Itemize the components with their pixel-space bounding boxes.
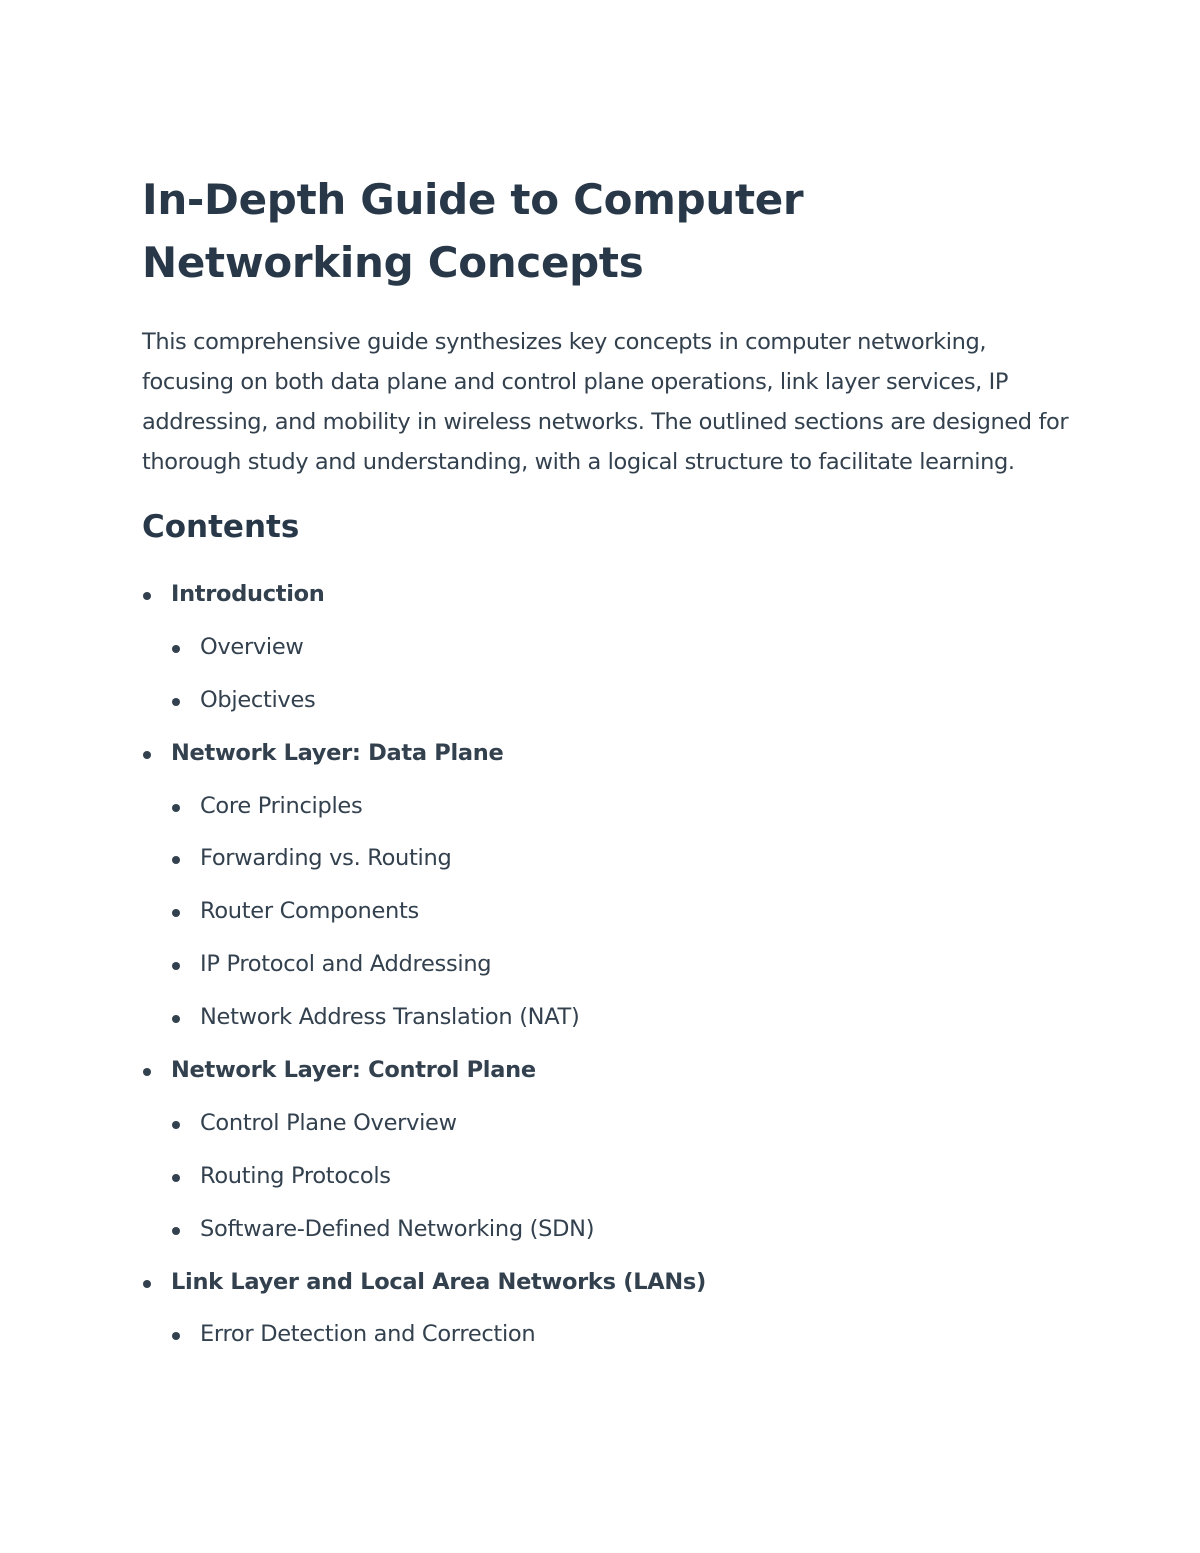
toc-item-label: Network Layer: Control Plane — [171, 1057, 536, 1084]
contents-heading: Contents — [142, 509, 300, 545]
toc-subitem — [142, 832, 1072, 885]
toc-item — [142, 568, 1072, 621]
bullet-icon — [143, 592, 151, 600]
toc-subitem-label: Software-Defined Networking (SDN) — [200, 1215, 595, 1242]
toc-item — [142, 1044, 1072, 1097]
toc-item-label: Network Layer: Data Plane — [171, 739, 504, 766]
toc-subitem — [142, 621, 1072, 674]
toc-subitem-label: Core Principles — [200, 792, 363, 819]
toc-subitem-label: Overview — [200, 633, 304, 660]
toc-subitem — [142, 674, 1072, 727]
toc-subitem — [142, 1097, 1072, 1150]
bullet-icon — [172, 856, 180, 864]
toc-subitem — [142, 885, 1072, 938]
bullet-icon — [172, 645, 180, 653]
bullet-icon — [143, 1068, 151, 1076]
toc-subitem — [142, 1308, 1072, 1361]
intro-paragraph: This comprehensive guide synthesizes key concepts in computer networking, focusing on both data plane and control plane operations, link layer services, IP addressing, and mobility in wireless networks. The outlined sections are designed for thorough study and understanding, with a logical structure to facilitate learning. — [142, 329, 1069, 475]
toc-subitem-label: Router Components — [200, 898, 419, 925]
toc-subitem-label: Routing Protocols — [200, 1162, 391, 1189]
document-title: In-Depth Guide to Computer Networking Concepts — [142, 175, 804, 287]
toc-subitem — [142, 938, 1072, 991]
toc-item — [142, 1256, 1072, 1309]
toc-subitem-label: Error Detection and Correction — [200, 1321, 536, 1348]
bullet-icon — [172, 698, 180, 706]
toc-subitem — [142, 1203, 1072, 1256]
toc-subitem-label: Forwarding vs. Routing — [200, 845, 452, 872]
bullet-icon — [172, 1121, 180, 1129]
bullet-icon — [143, 751, 151, 759]
toc-subitem — [142, 1150, 1072, 1203]
toc-item-label: Link Layer and Local Area Networks (LANs) — [171, 1268, 706, 1295]
toc-item-label: Introduction — [171, 581, 325, 607]
bullet-icon — [172, 962, 180, 970]
bullet-icon — [172, 1332, 180, 1340]
toc-subitem-label: IP Protocol and Addressing — [200, 951, 492, 978]
bullet-icon — [143, 1280, 151, 1288]
toc-subitem-label: Control Plane Overview — [200, 1109, 457, 1136]
document-page — [142, 168, 1072, 1361]
bullet-icon — [172, 1174, 180, 1182]
bullet-icon — [172, 1015, 180, 1023]
bullet-icon — [172, 804, 180, 812]
table-of-contents — [142, 568, 1072, 1361]
toc-item — [142, 727, 1072, 780]
bullet-icon — [172, 909, 180, 917]
toc-subitem-label: Network Address Translation (NAT) — [200, 1004, 580, 1031]
toc-subitem-label: Objectives — [200, 686, 316, 713]
toc-subitem — [142, 780, 1072, 833]
toc-subitem — [142, 991, 1072, 1044]
bullet-icon — [172, 1227, 180, 1235]
